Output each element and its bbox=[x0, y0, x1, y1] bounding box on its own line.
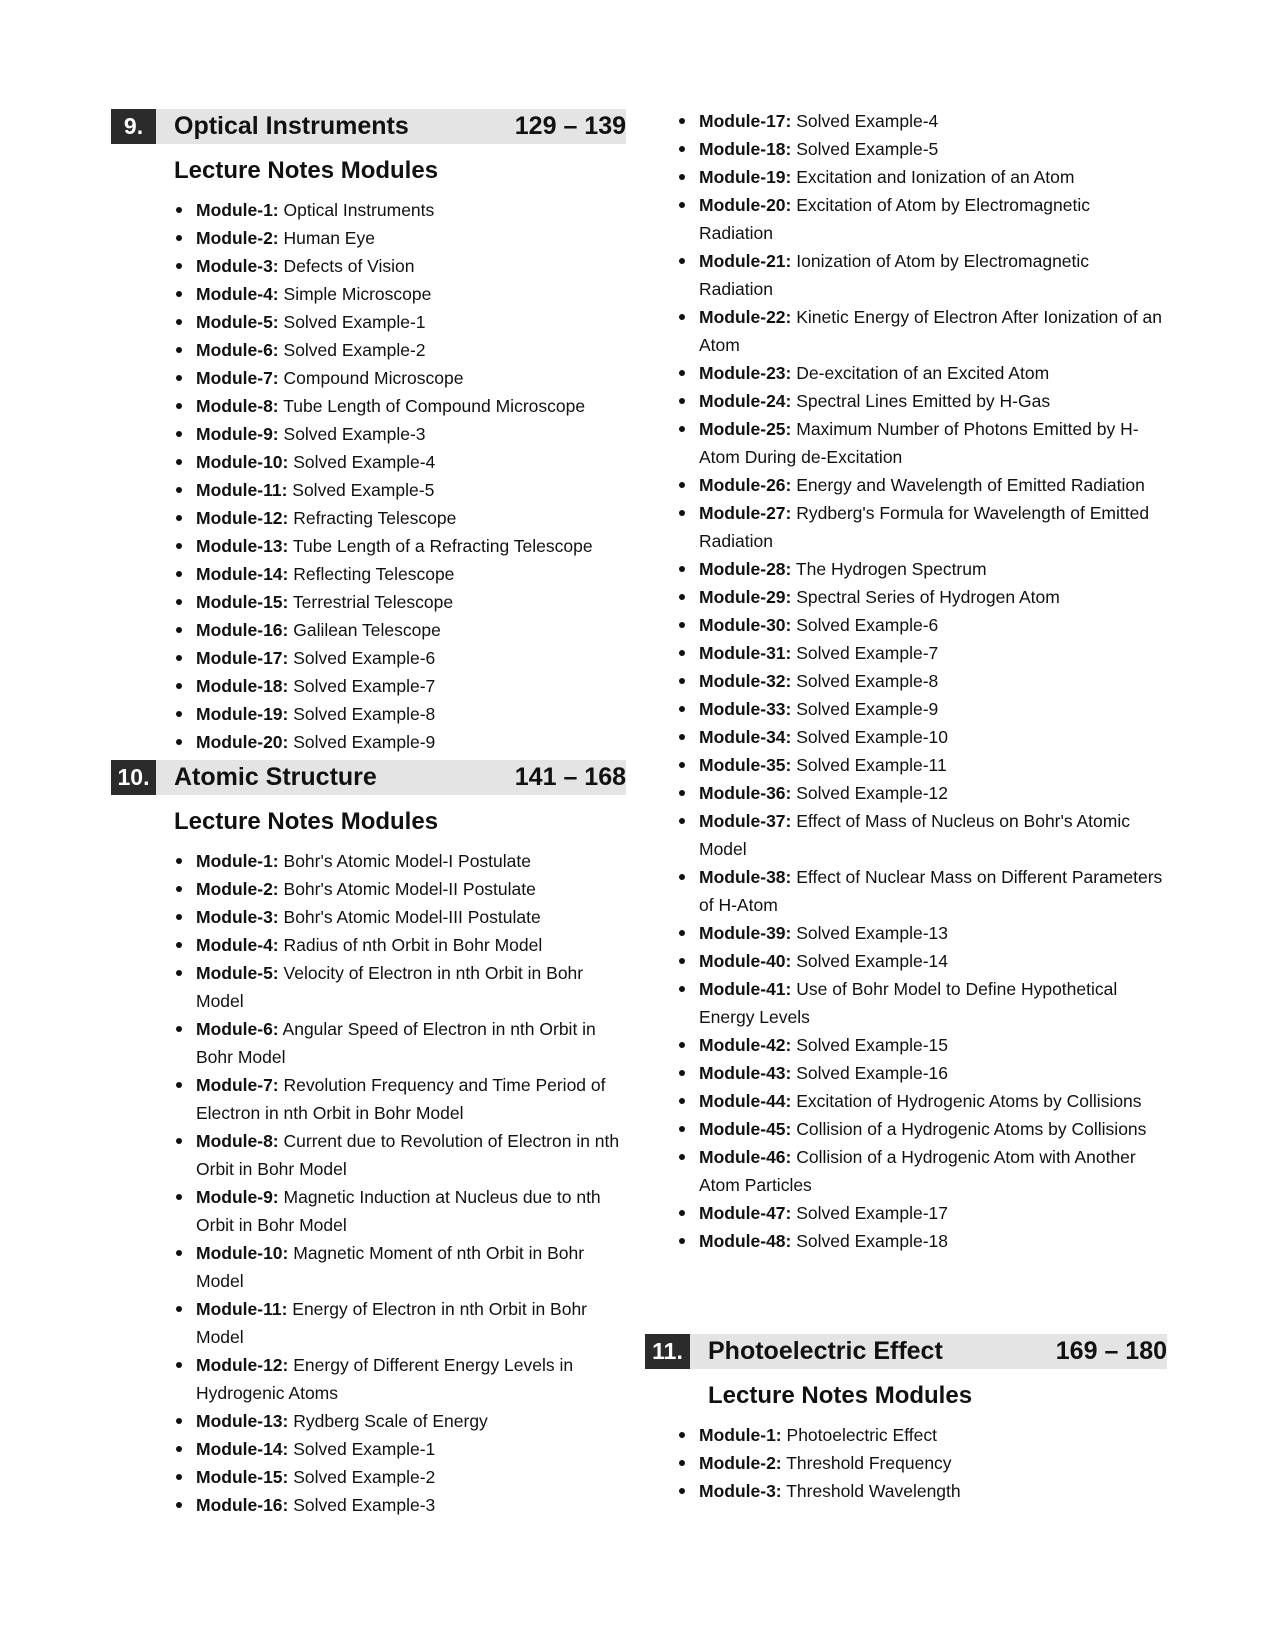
module-label: Module-30: bbox=[699, 615, 792, 635]
module-label: Module-10: bbox=[196, 452, 289, 472]
module-label: Module-1: bbox=[196, 200, 279, 220]
module-label: Module-48: bbox=[699, 1231, 792, 1251]
module-label: Module-2: bbox=[196, 228, 279, 248]
module-list bbox=[174, 847, 626, 1519]
module-label: Module-28: bbox=[699, 559, 792, 579]
module-label: Module-31: bbox=[699, 643, 792, 663]
module-item bbox=[677, 975, 1167, 1031]
module-label: Module-12: bbox=[196, 508, 289, 528]
module-title: Ionization of Atom by Electromagnetic Radiation bbox=[699, 251, 1090, 299]
module-title: Solved Example-8 bbox=[796, 671, 939, 691]
module-title: Solved Example-9 bbox=[796, 699, 939, 719]
module-item bbox=[174, 392, 626, 420]
module-item bbox=[174, 476, 626, 504]
module-label: Module-8: bbox=[196, 1131, 279, 1151]
module-title: Solved Example-16 bbox=[796, 1063, 948, 1083]
module-item bbox=[174, 931, 626, 959]
module-title: Solved Example-10 bbox=[796, 727, 948, 747]
module-item bbox=[174, 644, 626, 672]
module-item bbox=[174, 847, 626, 875]
module-title: Tube Length of Compound Microscope bbox=[283, 396, 586, 416]
module-title: Terrestrial Telescope bbox=[292, 592, 454, 612]
module-title: Solved Example-5 bbox=[292, 480, 435, 500]
module-label: Module-44: bbox=[699, 1091, 792, 1111]
module-label: Module-7: bbox=[196, 368, 279, 388]
module-item bbox=[174, 1295, 626, 1351]
module-title: Bohr's Atomic Model-II Postulate bbox=[283, 879, 536, 899]
module-label: Module-1: bbox=[699, 1425, 782, 1445]
module-label: Module-47: bbox=[699, 1203, 792, 1223]
module-item bbox=[174, 672, 626, 700]
module-item bbox=[677, 947, 1167, 975]
module-item bbox=[174, 1491, 626, 1519]
module-item bbox=[677, 1115, 1167, 1143]
chapter-header-atomic-structure bbox=[111, 760, 626, 795]
module-item bbox=[174, 280, 626, 308]
module-label: Module-24: bbox=[699, 391, 792, 411]
module-item bbox=[677, 359, 1167, 387]
module-label: Module-23: bbox=[699, 363, 792, 383]
module-label: Module-33: bbox=[699, 699, 792, 719]
module-title: Rydberg's Formula for Wavelength of Emitted Radiation bbox=[699, 503, 1150, 551]
module-list bbox=[174, 196, 626, 756]
module-title: Solved Example-1 bbox=[293, 1439, 436, 1459]
module-title: Use of Bohr Model to Define Hypothetical Energy Levels bbox=[699, 979, 1118, 1027]
module-item bbox=[174, 875, 626, 903]
chapter-number: 11. bbox=[645, 1334, 690, 1369]
module-label: Module-46: bbox=[699, 1147, 792, 1167]
module-label: Module-11: bbox=[196, 480, 288, 500]
module-label: Module-9: bbox=[196, 424, 279, 444]
module-label: Module-22: bbox=[699, 307, 792, 327]
module-label: Module-35: bbox=[699, 755, 792, 775]
module-item bbox=[677, 751, 1167, 779]
module-title: Spectral Series of Hydrogen Atom bbox=[796, 587, 1060, 607]
module-item bbox=[174, 728, 626, 756]
module-title: Solved Example-3 bbox=[293, 1495, 436, 1515]
module-title: Solved Example-2 bbox=[293, 1467, 436, 1487]
module-label: Module-39: bbox=[699, 923, 792, 943]
module-label: Module-2: bbox=[699, 1453, 782, 1473]
module-label: Module-5: bbox=[196, 963, 279, 983]
module-title: Velocity of Electron in nth Orbit in Bohr Model bbox=[196, 963, 584, 1011]
module-item bbox=[677, 499, 1167, 555]
module-title: Simple Microscope bbox=[283, 284, 432, 304]
module-title: Angular Speed of Electron in nth Orbit in Bohr Model bbox=[196, 1019, 596, 1067]
module-title: Excitation of Hydrogenic Atoms by Collisions bbox=[796, 1091, 1142, 1111]
module-title: Excitation and Ionization of an Atom bbox=[796, 167, 1075, 187]
module-title: Threshold Frequency bbox=[786, 1453, 952, 1473]
module-title: Solved Example-2 bbox=[283, 340, 426, 360]
module-item bbox=[174, 700, 626, 728]
module-title: Energy and Wavelength of Emitted Radiation bbox=[796, 475, 1145, 495]
module-title: Solved Example-15 bbox=[796, 1035, 948, 1055]
module-label: Module-6: bbox=[196, 340, 279, 360]
chapter-title: Photoelectric Effect bbox=[708, 1337, 943, 1365]
chapter-title: Atomic Structure bbox=[174, 763, 377, 791]
module-item bbox=[677, 1199, 1167, 1227]
module-item bbox=[677, 1143, 1167, 1199]
module-item bbox=[677, 191, 1167, 247]
chapter-number: 10. bbox=[111, 760, 156, 795]
module-label: Module-3: bbox=[699, 1481, 782, 1501]
chapter-page-range: 141 – 168 bbox=[514, 763, 626, 791]
module-item bbox=[677, 1449, 1167, 1477]
module-title: Solved Example-6 bbox=[796, 615, 939, 635]
module-title: Solved Example-4 bbox=[796, 111, 939, 131]
module-item bbox=[174, 1071, 626, 1127]
module-title: Solved Example-7 bbox=[293, 676, 436, 696]
module-title: Collision of a Hydrogenic Atoms by Collisions bbox=[796, 1119, 1147, 1139]
module-title: Defects of Vision bbox=[283, 256, 415, 276]
module-item bbox=[174, 532, 626, 560]
chapter-page-range: 169 – 180 bbox=[1055, 1337, 1167, 1365]
module-label: Module-19: bbox=[699, 167, 792, 187]
chapter-header-photoelectric-effect bbox=[645, 1334, 1167, 1369]
module-title: Spectral Lines Emitted by H-Gas bbox=[796, 391, 1051, 411]
module-item bbox=[677, 555, 1167, 583]
module-label: Module-27: bbox=[699, 503, 792, 523]
module-title: Solved Example-14 bbox=[796, 951, 948, 971]
module-label: Module-25: bbox=[699, 419, 792, 439]
module-title: Collision of a Hydrogenic Atom with Another Atom Particles bbox=[699, 1147, 1136, 1195]
module-title: Optical Instruments bbox=[283, 200, 435, 220]
module-item bbox=[174, 224, 626, 252]
module-item bbox=[677, 1059, 1167, 1087]
module-label: Module-38: bbox=[699, 867, 792, 887]
module-item bbox=[174, 504, 626, 532]
module-item bbox=[677, 303, 1167, 359]
module-item bbox=[677, 163, 1167, 191]
module-item bbox=[677, 107, 1167, 135]
module-item bbox=[174, 959, 626, 1015]
module-item bbox=[677, 135, 1167, 163]
module-label: Module-29: bbox=[699, 587, 792, 607]
module-item bbox=[174, 616, 626, 644]
module-title: Solved Example-17 bbox=[796, 1203, 948, 1223]
module-title: Refracting Telescope bbox=[293, 508, 457, 528]
module-item bbox=[174, 1183, 626, 1239]
module-title: Energy of Electron in nth Orbit in Bohr Model bbox=[196, 1299, 588, 1347]
module-title: De-excitation of an Excited Atom bbox=[796, 363, 1050, 383]
module-title: Radius of nth Orbit in Bohr Model bbox=[283, 935, 543, 955]
module-item bbox=[174, 308, 626, 336]
module-item bbox=[677, 919, 1167, 947]
module-label: Module-13: bbox=[196, 536, 289, 556]
module-label: Module-37: bbox=[699, 811, 792, 831]
module-title: Bohr's Atomic Model-III Postulate bbox=[283, 907, 541, 927]
module-title: Effect of Mass of Nucleus on Bohr's Atomic Model bbox=[699, 811, 1130, 859]
module-label: Module-15: bbox=[196, 1467, 289, 1487]
module-title: Solved Example-7 bbox=[796, 643, 939, 663]
module-title: Solved Example-4 bbox=[293, 452, 436, 472]
module-label: Module-16: bbox=[196, 620, 289, 640]
module-label: Module-13: bbox=[196, 1411, 289, 1431]
module-label: Module-45: bbox=[699, 1119, 792, 1139]
module-title: Solved Example-1 bbox=[283, 312, 426, 332]
module-title: Solved Example-9 bbox=[293, 732, 436, 752]
module-label: Module-4: bbox=[196, 935, 279, 955]
module-item bbox=[174, 1239, 626, 1295]
module-item bbox=[677, 863, 1167, 919]
module-label: Module-32: bbox=[699, 671, 792, 691]
module-item bbox=[677, 695, 1167, 723]
module-label: Module-3: bbox=[196, 907, 279, 927]
module-title: Rydberg Scale of Energy bbox=[293, 1411, 488, 1431]
module-label: Module-7: bbox=[196, 1075, 279, 1095]
module-item bbox=[677, 247, 1167, 303]
module-item bbox=[174, 1015, 626, 1071]
module-title: Compound Microscope bbox=[283, 368, 464, 388]
module-title: Excitation of Atom by Electromagnetic Radiation bbox=[699, 195, 1090, 243]
module-title: Energy of Different Energy Levels in Hydrogenic Atoms bbox=[196, 1355, 574, 1403]
module-item bbox=[174, 1435, 626, 1463]
module-item bbox=[677, 611, 1167, 639]
module-item bbox=[174, 420, 626, 448]
module-title: The Hydrogen Spectrum bbox=[795, 559, 987, 579]
module-title: Solved Example-5 bbox=[796, 139, 939, 159]
module-label: Module-1: bbox=[196, 851, 279, 871]
module-label: Module-5: bbox=[196, 312, 279, 332]
module-label: Module-11: bbox=[196, 1299, 288, 1319]
module-item bbox=[677, 807, 1167, 863]
module-title: Magnetic Moment of nth Orbit in Bohr Model bbox=[196, 1243, 585, 1291]
module-item bbox=[174, 1463, 626, 1491]
module-title: Effect of Nuclear Mass on Different Parameters of H-Atom bbox=[699, 867, 1163, 915]
module-label: Module-17: bbox=[196, 648, 289, 668]
lecture-notes-heading: Lecture Notes Modules bbox=[174, 808, 439, 835]
module-item bbox=[677, 779, 1167, 807]
module-title: Solved Example-13 bbox=[796, 923, 948, 943]
module-title: Current due to Revolution of Electron in nth Orbit in Bohr Model bbox=[196, 1131, 620, 1179]
module-label: Module-4: bbox=[196, 284, 279, 304]
module-title: Threshold Wavelength bbox=[786, 1481, 961, 1501]
module-item bbox=[174, 448, 626, 476]
module-label: Module-42: bbox=[699, 1035, 792, 1055]
module-label: Module-40: bbox=[699, 951, 792, 971]
module-title: Solved Example-12 bbox=[796, 783, 948, 803]
module-item bbox=[174, 364, 626, 392]
chapter-number: 9. bbox=[111, 109, 156, 144]
module-item bbox=[677, 639, 1167, 667]
module-item bbox=[677, 1421, 1167, 1449]
module-label: Module-18: bbox=[699, 139, 792, 159]
module-title: Solved Example-11 bbox=[796, 755, 947, 775]
module-label: Module-6: bbox=[196, 1019, 279, 1039]
module-list bbox=[677, 1421, 1167, 1505]
chapter-page-range: 129 – 139 bbox=[514, 112, 626, 140]
module-label: Module-10: bbox=[196, 1243, 289, 1263]
module-label: Module-20: bbox=[699, 195, 792, 215]
module-title: Galilean Telescope bbox=[293, 620, 441, 640]
module-item bbox=[174, 252, 626, 280]
module-item bbox=[677, 1087, 1167, 1115]
module-label: Module-17: bbox=[699, 111, 792, 131]
module-item bbox=[677, 723, 1167, 751]
module-label: Module-34: bbox=[699, 727, 792, 747]
module-item bbox=[677, 667, 1167, 695]
module-label: Module-14: bbox=[196, 564, 289, 584]
module-label: Module-19: bbox=[196, 704, 289, 724]
module-title: Tube Length of a Refracting Telescope bbox=[292, 536, 593, 556]
module-label: Module-43: bbox=[699, 1063, 792, 1083]
module-item bbox=[174, 196, 626, 224]
module-label: Module-15: bbox=[196, 592, 289, 612]
module-label: Module-18: bbox=[196, 676, 289, 696]
module-item bbox=[677, 1477, 1167, 1505]
module-list bbox=[677, 107, 1167, 1255]
module-title: Human Eye bbox=[283, 228, 375, 248]
module-item bbox=[677, 1227, 1167, 1255]
module-item bbox=[174, 336, 626, 364]
module-label: Module-36: bbox=[699, 783, 792, 803]
module-title: Reflecting Telescope bbox=[293, 564, 455, 584]
module-item bbox=[174, 1407, 626, 1435]
module-label: Module-8: bbox=[196, 396, 279, 416]
module-item bbox=[174, 903, 626, 931]
module-item bbox=[174, 1127, 626, 1183]
module-title: Revolution Frequency and Time Period of Electron in nth Orbit in Bohr Model bbox=[196, 1075, 606, 1123]
module-label: Module-14: bbox=[196, 1439, 289, 1459]
module-title: Kinetic Energy of Electron After Ionization of an Atom bbox=[699, 307, 1163, 355]
module-label: Module-16: bbox=[196, 1495, 289, 1515]
module-item bbox=[677, 1031, 1167, 1059]
module-title: Photoelectric Effect bbox=[786, 1425, 937, 1445]
module-title: Magnetic Induction at Nucleus due to nth Orbit in Bohr Model bbox=[196, 1187, 601, 1235]
module-item bbox=[174, 588, 626, 616]
lecture-notes-heading: Lecture Notes Modules bbox=[174, 157, 439, 184]
module-label: Module-12: bbox=[196, 1355, 289, 1375]
module-item bbox=[677, 583, 1167, 611]
chapter-header-optical-instruments bbox=[111, 109, 626, 144]
module-title: Bohr's Atomic Model-I Postulate bbox=[283, 851, 531, 871]
module-label: Module-3: bbox=[196, 256, 279, 276]
module-label: Module-26: bbox=[699, 475, 792, 495]
module-title: Solved Example-6 bbox=[293, 648, 436, 668]
module-item bbox=[174, 560, 626, 588]
module-title: Maximum Number of Photons Emitted by H-Atom During de-Excitation bbox=[699, 419, 1139, 467]
module-item bbox=[174, 1351, 626, 1407]
module-title: Solved Example-18 bbox=[796, 1231, 948, 1251]
chapter-title: Optical Instruments bbox=[174, 112, 409, 140]
module-item bbox=[677, 387, 1167, 415]
module-label: Module-2: bbox=[196, 879, 279, 899]
module-label: Module-9: bbox=[196, 1187, 279, 1207]
module-label: Module-21: bbox=[699, 251, 792, 271]
lecture-notes-heading: Lecture Notes Modules bbox=[708, 1382, 973, 1409]
module-item bbox=[677, 415, 1167, 471]
module-label: Module-20: bbox=[196, 732, 289, 752]
module-title: Solved Example-3 bbox=[283, 424, 426, 444]
module-item bbox=[677, 471, 1167, 499]
module-title: Solved Example-8 bbox=[293, 704, 436, 724]
module-label: Module-41: bbox=[699, 979, 792, 999]
